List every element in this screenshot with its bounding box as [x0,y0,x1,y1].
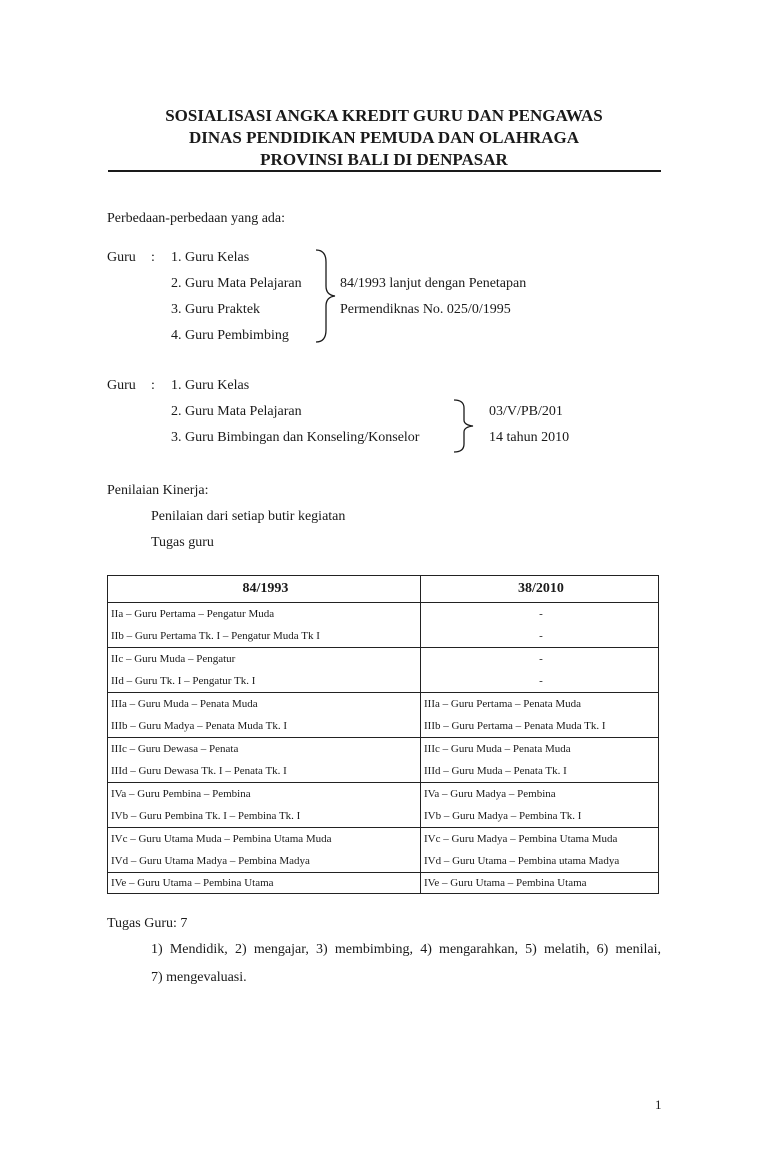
table-header-row [108,576,659,603]
table-cell: IVb – Guru Pembina Tk. I – Pembina Tk. I [111,810,301,822]
table-cell: IVe – Guru Utama – Pembina Utama [424,877,587,889]
group2-brace [452,398,476,454]
group1-note: Permendiknas No. 025/0/1995 [340,302,511,317]
table-cell: IVc – Guru Utama Muda – Pembina Utama Muda [111,833,332,845]
table-cell: - [539,608,543,620]
table-cell: IIIc – Guru Muda – Penata Muda [424,743,571,755]
table-cell: IId – Guru Tk. I – Pengatur Tk. I [111,675,256,687]
tugas-line: 1) Mendidik, 2) mengajar, 3) membimbing, 4) mengarahkan, 5) melatih, 6) menilai, [151,942,661,957]
group2-colon: : [151,378,155,393]
table-row [108,693,659,738]
group1-note: 84/1993 lanjut dengan Penetapan [340,276,527,291]
table-cell: IIIb – Guru Pertama – Penata Muda Tk. I [424,720,606,732]
group1-brace [314,248,338,344]
table-cell: - [539,653,543,665]
table-header-84-1993: 84/1993 [108,576,421,603]
table-cell: - [539,675,543,687]
tugas-line: 7) mengevaluasi. [151,970,247,985]
page-number: 1 [655,1097,662,1112]
group1-colon: : [151,250,155,265]
group1-item: 4. Guru Pembimbing [171,328,289,343]
group2-label: Guru [107,378,136,393]
table-cell: IIIb – Guru Madya – Penata Muda Tk. I [111,720,288,732]
table-cell: IIIa – Guru Muda – Penata Muda [111,698,258,710]
table-cell: IIId – Guru Dewasa Tk. I – Penata Tk. I [111,765,287,777]
title-line-1: SOSIALISASI ANGKA KREDIT GURU DAN PENGAWAS [165,106,603,125]
kinerja-heading: Penilaian Kinerja: [107,483,209,498]
table-row [108,738,659,783]
group1-item: 3. Guru Praktek [171,302,261,317]
table-row [108,828,659,873]
title-line-3: PROVINSI BALI DI DENPASAR [260,150,508,169]
table-row [108,648,659,693]
group1-item: 1. Guru Kelas [171,250,250,265]
group1-item: 2. Guru Mata Pelajaran [171,276,302,291]
title-line-2: DINAS PENDIDIKAN PEMUDA DAN OLAHRAGA [188,128,580,147]
group2-note: 03/V/PB/201 [489,404,563,419]
table-cell: IIb – Guru Pertama Tk. I – Pengatur Muda Tk I [111,630,320,642]
table-row [108,783,659,828]
table-cell: IIIc – Guru Dewasa – Penata [111,743,239,755]
table-cell: IIc – Guru Muda – Pengatur [111,653,236,665]
tugas-heading: Tugas Guru: 7 [107,916,188,931]
table-cell: IVd – Guru Utama – Pembina utama Madya [424,855,620,867]
intro-text: Perbedaan-perbedaan yang ada: [107,211,286,226]
kinerja-line: Penilaian dari setiap butir kegiatan [151,509,346,524]
table-cell: IIId – Guru Muda – Penata Tk. I [424,765,567,777]
group2-note: 14 tahun 2010 [489,430,570,445]
grade-comparison-table [107,575,659,894]
table-cell: IVe – Guru Utama – Pembina Utama [111,877,274,889]
table-cell: IVa – Guru Madya – Pembina [424,788,556,800]
table-cell: IIa – Guru Pertama – Pengatur Muda [111,608,275,620]
table-cell: IVb – Guru Madya – Pembina Tk. I [424,810,582,822]
table-cell: IIIa – Guru Pertama – Penata Muda [424,698,582,710]
title-underline [108,170,661,172]
kinerja-line: Tugas guru [151,535,214,550]
table-row [108,873,659,894]
table-cell: IVd – Guru Utama Madya – Pembina Madya [111,855,310,867]
table-cell: IVc – Guru Madya – Pembina Utama Muda [424,833,618,845]
group1-label: Guru [107,250,136,265]
table-cell: IVa – Guru Pembina – Pembina [111,788,251,800]
group2-item: 2. Guru Mata Pelajaran [171,404,302,419]
group2-item: 3. Guru Bimbingan dan Konseling/Konselor [171,430,420,445]
table-header-38-2010: 38/2010 [421,576,659,603]
table-cell: - [539,630,543,642]
group2-item: 1. Guru Kelas [171,378,250,393]
table-row [108,603,659,648]
